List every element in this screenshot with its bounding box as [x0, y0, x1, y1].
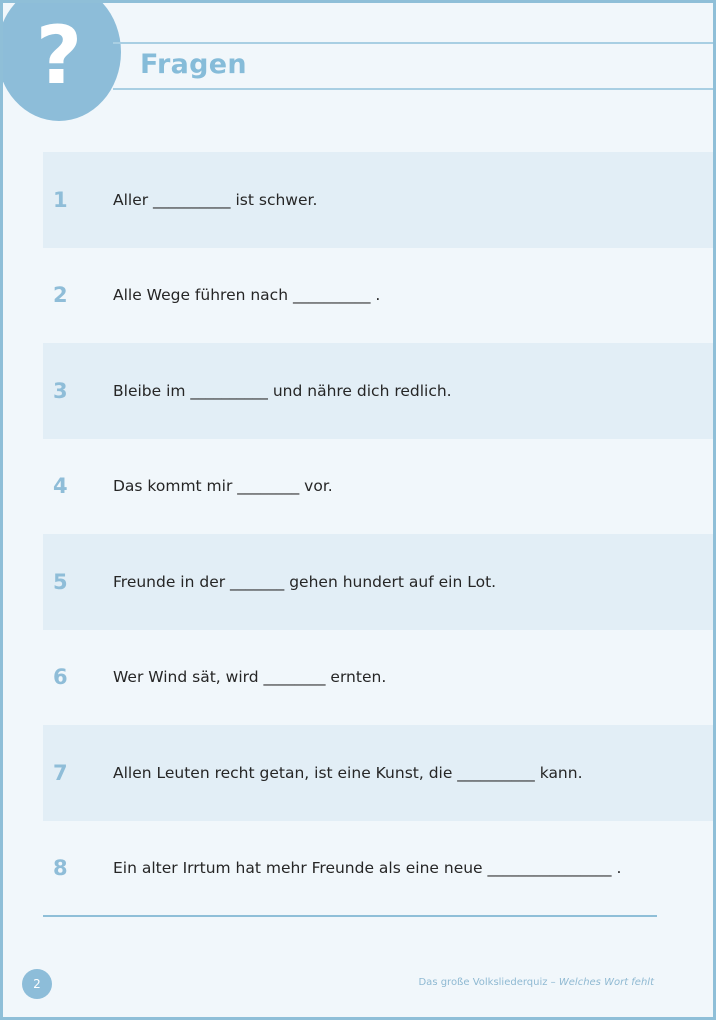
question-item-8	[43, 821, 716, 917]
footer-rule	[43, 915, 657, 917]
question-mark-icon: ?	[0, 0, 121, 121]
question-item-4	[43, 439, 716, 535]
footer-book-title	[418, 977, 654, 988]
footer-title-main: Das große Volksliederquiz –	[418, 977, 559, 988]
question-item-1	[43, 152, 716, 248]
question-number: 1	[53, 187, 68, 212]
question-item-7	[43, 725, 716, 821]
question-number: 7	[53, 760, 68, 785]
question-item-2	[43, 248, 716, 344]
page-title: Fragen	[140, 49, 247, 80]
question-text: Alle Wege führen nach __________ .	[113, 286, 381, 305]
question-item-5	[43, 534, 716, 630]
page-number-badge: 2	[22, 969, 52, 999]
question-text: Wer Wind sät, wird ________ ernten.	[113, 668, 387, 687]
question-list	[43, 152, 716, 916]
footer-title-subtitle: Welches Wort fehlt	[558, 977, 654, 988]
question-number: 5	[53, 569, 68, 594]
question-item-3	[43, 343, 716, 439]
question-text: Bleibe im __________ und nähre dich redlich.	[113, 381, 452, 400]
question-number: 3	[53, 378, 68, 403]
question-text: Das kommt mir ________ vor.	[113, 477, 333, 496]
question-number: 2	[53, 283, 68, 308]
question-number: 4	[53, 474, 68, 499]
question-number: 8	[53, 856, 68, 881]
question-text: Ein alter Irrtum hat mehr Freunde als eine neue ________________ .	[113, 859, 622, 878]
question-item-6	[43, 630, 716, 726]
question-number: 6	[53, 665, 68, 690]
question-text: Aller __________ ist schwer.	[113, 190, 318, 209]
question-text: Freunde in der _______ gehen hundert auf ein Lot.	[113, 572, 497, 591]
question-text: Allen Leuten recht getan, ist eine Kunst, die __________ kann.	[113, 763, 583, 782]
header-bottom-rule	[113, 88, 713, 90]
header-top-rule	[113, 42, 713, 44]
